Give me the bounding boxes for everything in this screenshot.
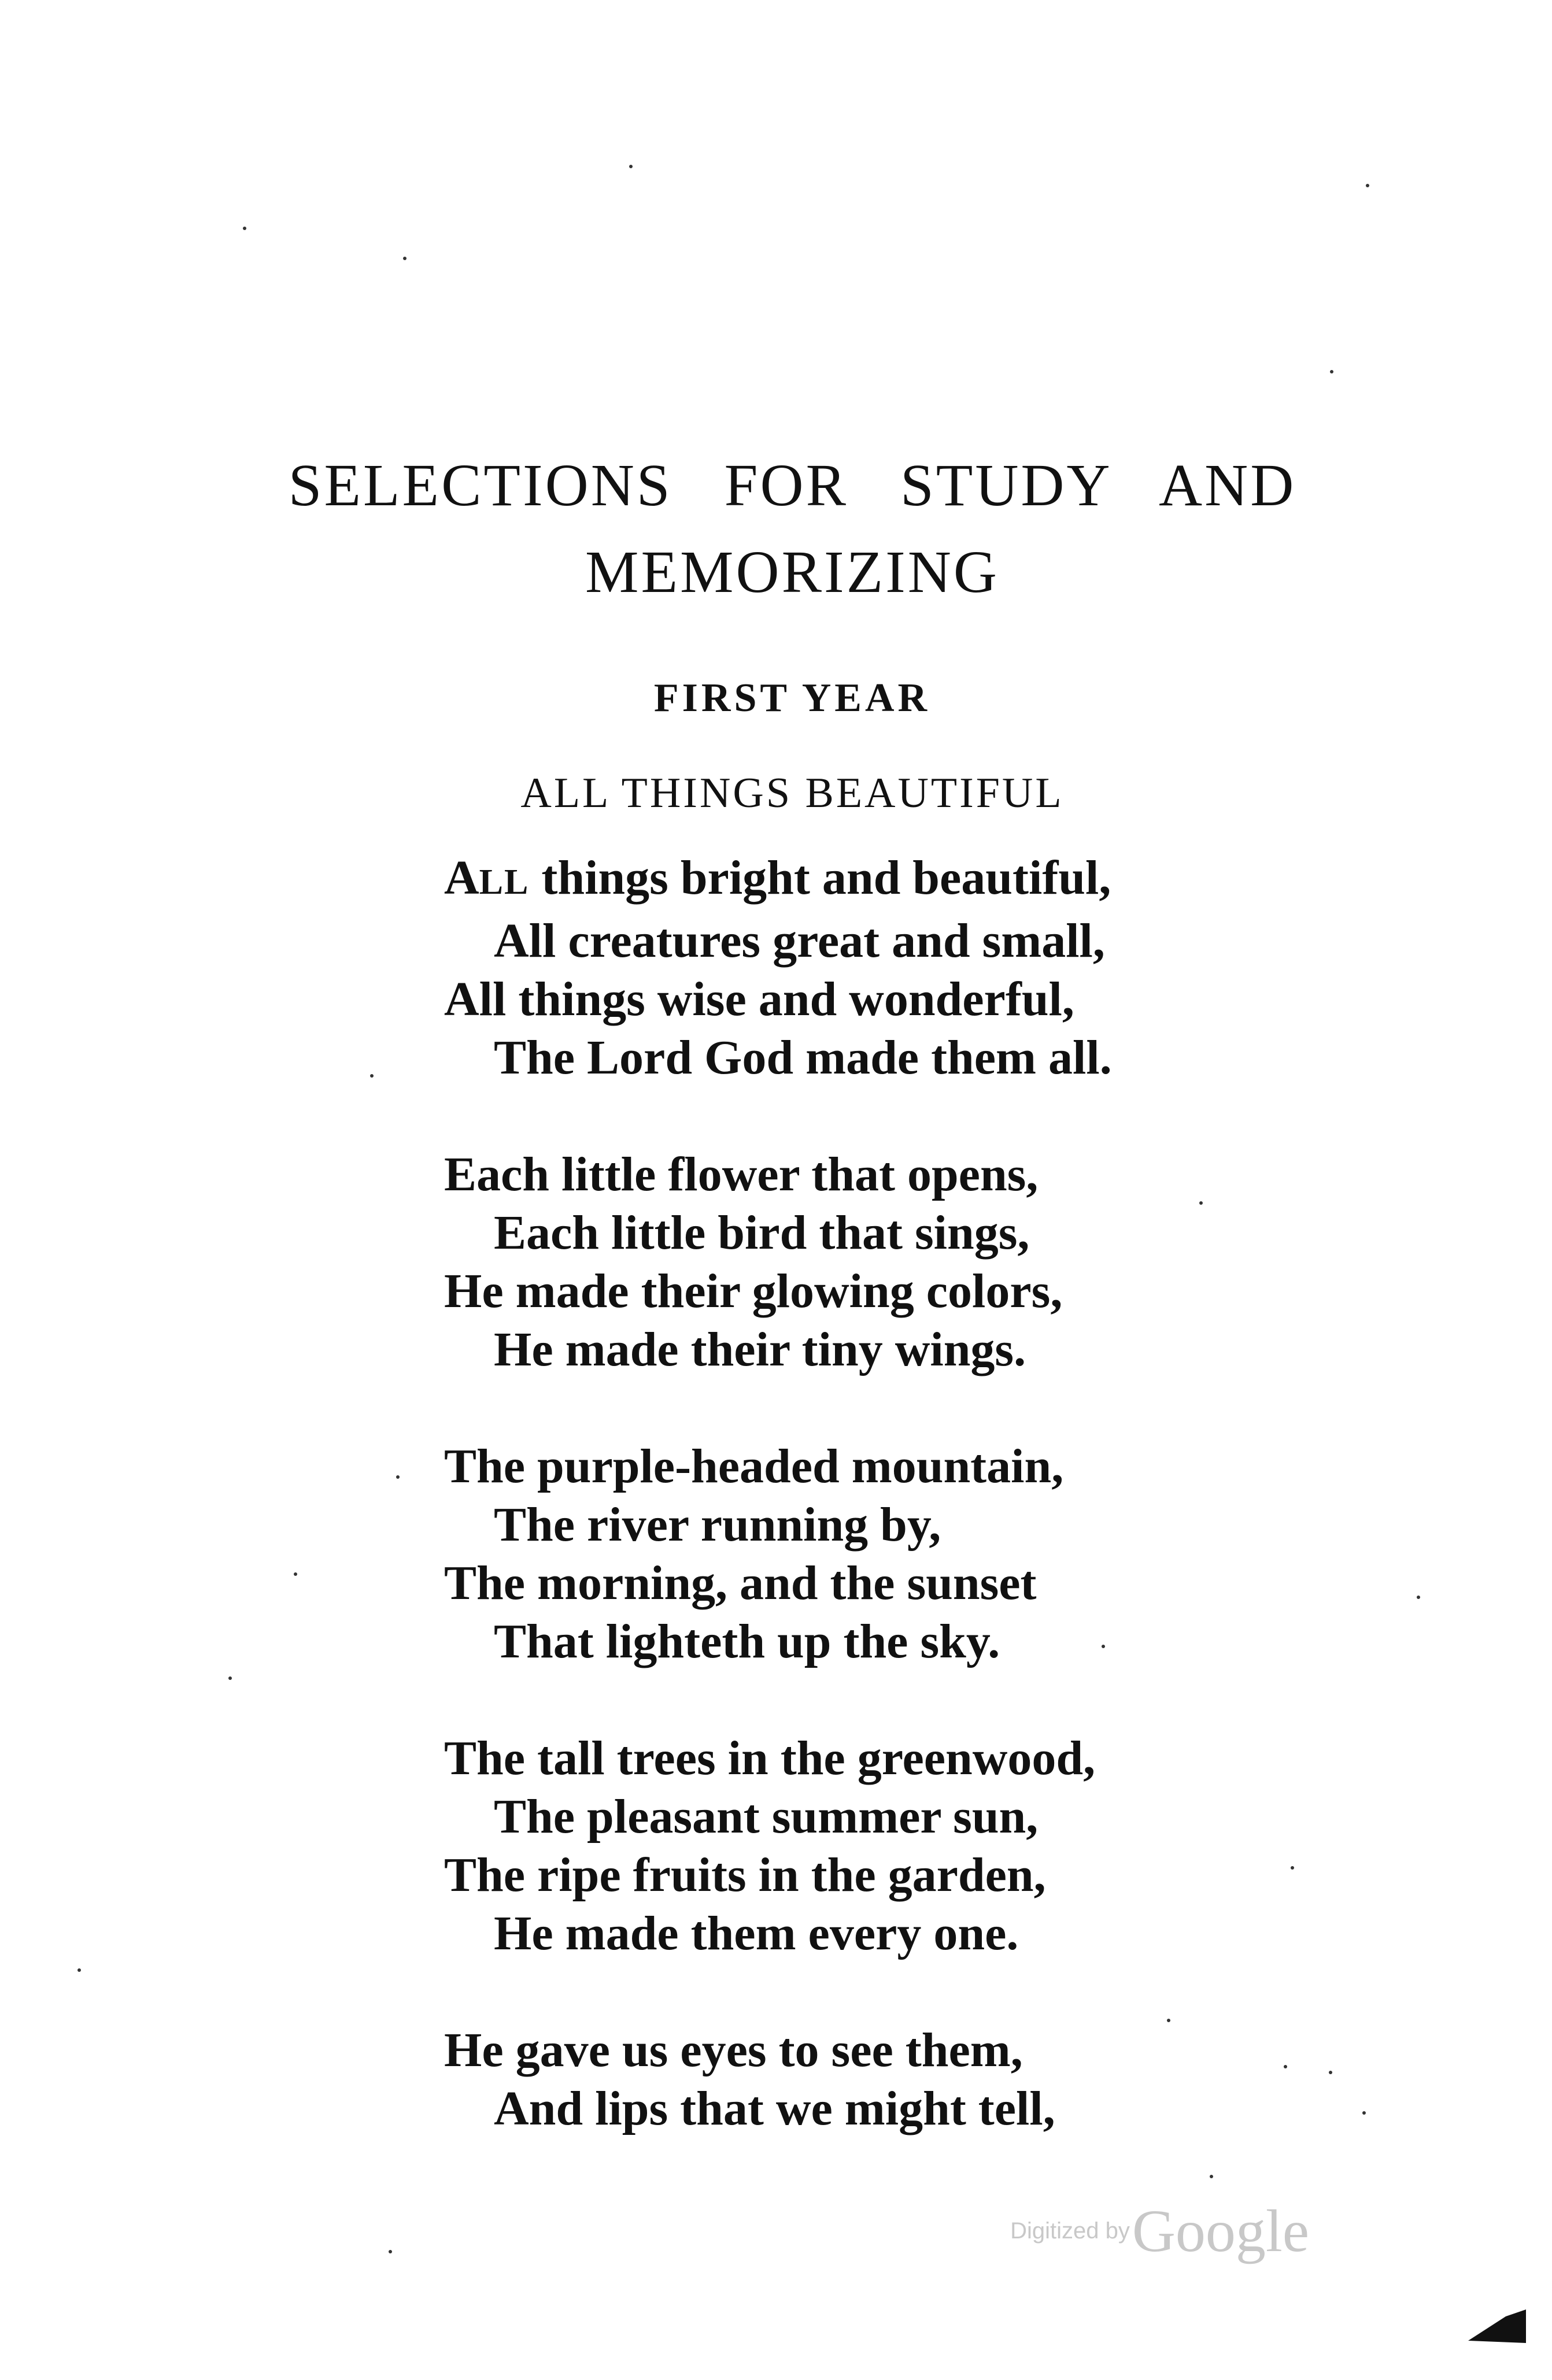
scan-speck [243, 227, 246, 230]
poem-line: He gave us eyes to see them, [444, 2023, 1023, 2077]
stanza [444, 849, 1311, 1087]
watermark-brand: Google [1132, 2198, 1309, 2264]
scan-speck [294, 1572, 297, 1576]
poem-line: He made them every one. [494, 1907, 1019, 1960]
stanza [444, 1145, 1311, 1379]
poem-line: And lips that we might tell, [494, 2082, 1055, 2135]
poem-line: The morning, and the sunset [444, 1556, 1037, 1610]
scan-speck [77, 1968, 81, 1972]
poem-line: Each little flower that opens, [444, 1148, 1039, 1201]
poem-line-text: things bright and beautiful, [529, 851, 1111, 905]
poem-line: The tall trees in the greenwood, [444, 1731, 1096, 1785]
scan-speck [1199, 1201, 1203, 1205]
digitization-watermark [1010, 2197, 1309, 2266]
poem-line [444, 849, 1311, 912]
poem-line: All things wise and wonderful, [444, 972, 1074, 1026]
watermark-prefix: Digitized by [1010, 2218, 1130, 2244]
poem-line: The pleasant summer sun, [494, 1790, 1039, 1844]
scan-speck [370, 1074, 374, 1078]
poem-line: Each little bird that sings, [494, 1206, 1030, 1260]
poem-line: The river running by, [494, 1498, 941, 1552]
scan-speck [1210, 2175, 1213, 2178]
page-title-line-2: MEMORIZING [585, 539, 999, 605]
scan-speck [1167, 2019, 1170, 2022]
drop-initial: A [444, 851, 479, 905]
poem-line: He made their glowing colors, [444, 1264, 1063, 1318]
poem-line: All creatures great and small, [494, 914, 1105, 968]
poem-body [444, 849, 1311, 2196]
poem-line: The Lord God made them all. [494, 1031, 1112, 1084]
scan-speck [1291, 1866, 1294, 1870]
poem-line: That lighteth up the sky. [494, 1615, 1000, 1668]
scan-speck [1330, 370, 1333, 373]
stanza [444, 1437, 1311, 1671]
small-caps-word: LL [479, 863, 530, 902]
scan-speck [1366, 184, 1369, 187]
scan-speck [1329, 2071, 1332, 2074]
scan-speck [629, 165, 633, 168]
scan-speck [228, 1676, 232, 1680]
page-corner-mark [1465, 2305, 1529, 2345]
poem-title: ALL THINGS BEAUTIFUL [520, 769, 1064, 817]
scan-speck [389, 2250, 392, 2253]
scan-speck [403, 257, 407, 260]
poem-line: The purple-headed mountain, [444, 1439, 1064, 1493]
poem-line: He made their tiny wings. [494, 1323, 1026, 1376]
scan-speck [396, 1475, 400, 1479]
section-heading: FIRST YEAR [653, 676, 931, 720]
scan-speck [1102, 1645, 1105, 1648]
scan-speck [1417, 1596, 1420, 1599]
page-title-line-1: SELECTIONS FOR STUDY AND [288, 452, 1296, 519]
stanza [444, 1729, 1311, 1963]
scan-speck [1284, 2065, 1287, 2068]
stanza [444, 2021, 1311, 2138]
poem-line: The ripe fruits in the garden, [444, 1848, 1046, 1902]
scan-speck [1362, 2111, 1366, 2115]
